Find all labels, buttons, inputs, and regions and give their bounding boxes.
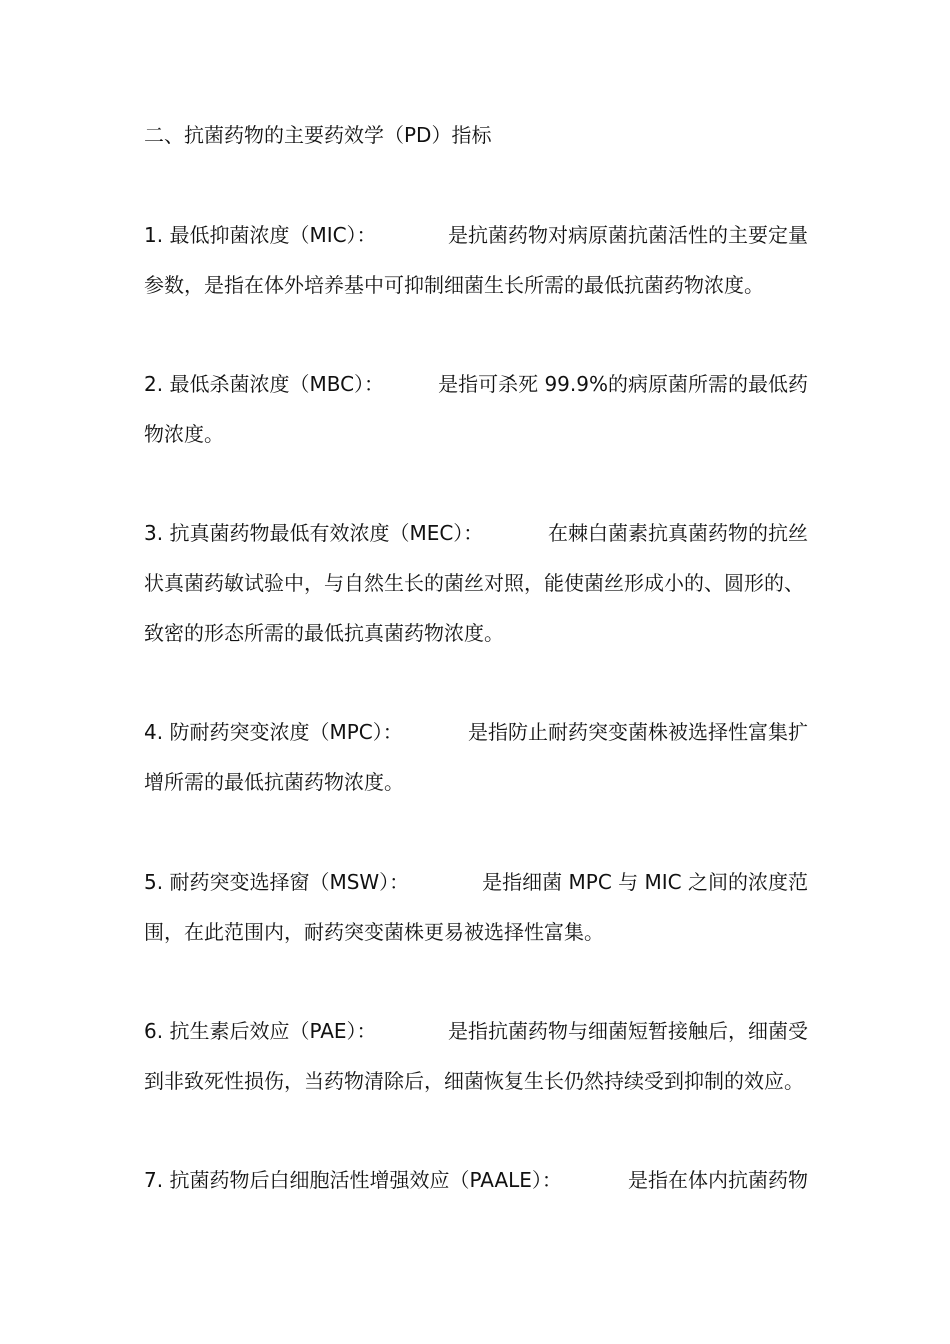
definition-term: 3. 抗真菌药物最低有效浓度（MEC）： [144,521,484,545]
definition-term: 2. 最低杀菌浓度（MBC）： [144,372,385,396]
definition-text: 状真菌药敏试验中，与自然生长的菌丝对照，能使菌丝形成小的、圆形的、 [144,571,804,595]
definition-term: 7. 抗菌药物后白细胞活性增强效应（PAALE）： [144,1168,562,1192]
definition-text: 是指可杀死 99.9%的病原菌所需的最低药 [438,372,808,396]
definition-item-mec [144,508,808,658]
definition-item-msw [144,857,808,957]
definition-text: 物浓度。 [144,422,224,446]
definition-text: 围，在此范围内，耐药突变菌株更易被选择性富集。 [144,920,604,944]
definition-text: 到非致死性损伤，当药物清除后，细菌恢复生长仍然持续受到抑制的效应。 [144,1069,804,1093]
definition-text: 增所需的最低抗菌药物浓度。 [144,770,404,794]
definition-text: 致密的形态所需的最低抗真菌药物浓度。 [144,621,504,645]
section-heading: 二、抗菌药物的主要药效学（PD）指标 [144,123,492,147]
definition-term: 4. 防耐药突变浓度（MPC）： [144,720,403,744]
definition-term: 1. 最低抑菌浓度（MIC）： [144,223,377,247]
definition-item-mic [144,210,808,310]
definition-item-mbc [144,359,808,459]
definition-text: 是指抗菌药物与细菌短暂接触后，细菌受 [448,1019,808,1043]
definition-text: 是指在体内抗菌药物 [628,1168,808,1192]
definition-term: 5. 耐药突变选择窗（MSW）： [144,870,410,894]
definition-item-paale [144,1155,808,1205]
definition-item-pae [144,1006,808,1106]
definition-text: 参数，是指在体外培养基中可抑制细菌生长所需的最低抗菌药物浓度。 [144,273,764,297]
definition-text: 是指细菌 MPC 与 MIC 之间的浓度范 [482,870,808,894]
definition-item-mpc [144,707,808,807]
definition-text: 在棘白菌素抗真菌药物的抗丝 [548,521,808,545]
definition-text: 是抗菌药物对病原菌抗菌活性的主要定量 [448,223,808,247]
definition-text: 是指防止耐药突变菌株被选择性富集扩 [468,720,808,744]
definition-term: 6. 抗生素后效应（PAE）： [144,1019,377,1043]
